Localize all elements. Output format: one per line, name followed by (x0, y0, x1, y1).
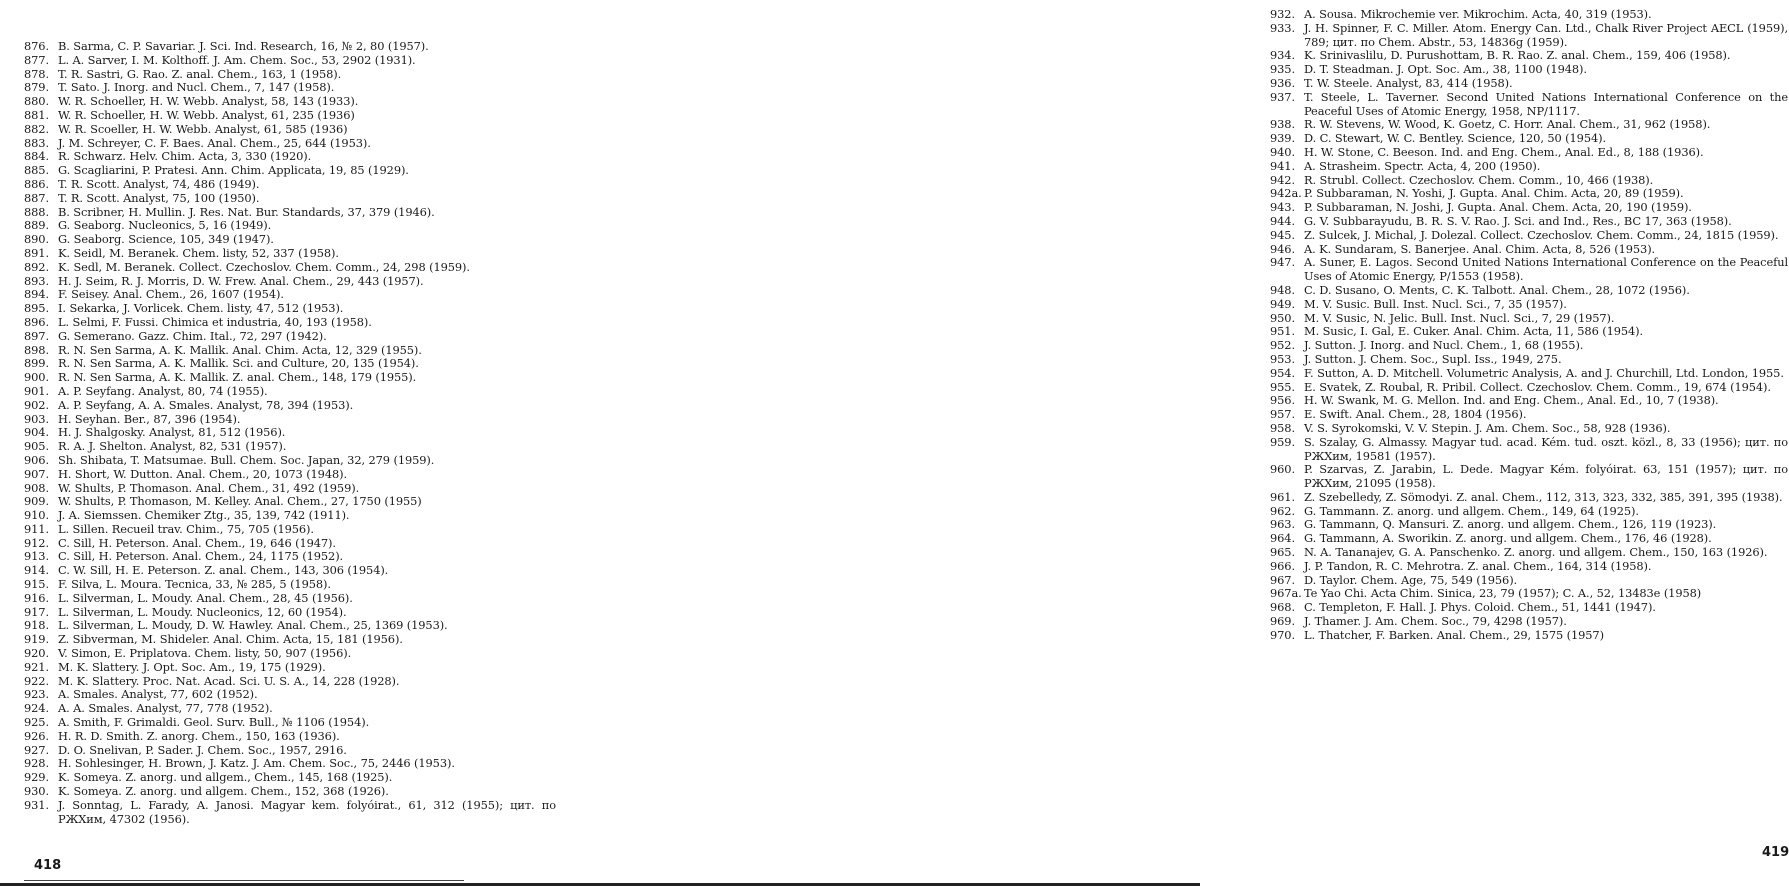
reference-number: 901. (24, 383, 49, 398)
reference-entry (24, 275, 556, 289)
reference-number: 908. (24, 480, 49, 495)
footer-rule-left (24, 880, 464, 881)
reference-number: 939. (1270, 131, 1295, 146)
reference-number: 967a. (1270, 586, 1302, 601)
reference-entry (24, 123, 556, 137)
reference-citation: D. C. Stewart, W. C. Bentley. Science, 120, 50 (1954). (1304, 131, 1606, 146)
reference-entry (24, 675, 556, 689)
reference-entry (1270, 546, 1788, 560)
reference-entry (24, 537, 556, 551)
reference-number: 918. (24, 618, 49, 633)
reference-entry (24, 302, 556, 316)
reference-citation: J. Sonntag, L. Farady, A. Janosi. Magyar kem. folyóirat., 61, 312 (1955); цит. по РЖХим, 47302 (1956). (58, 797, 556, 826)
reference-number: 889. (24, 218, 49, 233)
reference-number: 955. (1270, 379, 1295, 394)
reference-citation: S. Szalay, G. Almassy. Magyar tud. acad. Kém. tud. oszt. közl., 8, 33 (1956); цит. по РЖХим, 19581 (1957). (1304, 434, 1788, 463)
reference-number: 970. (1270, 627, 1295, 642)
reference-citation: A. K. Sundaram, S. Banerjee. Anal. Chim. Acta, 8, 526 (1953). (1304, 241, 1656, 256)
reference-entry (1270, 560, 1788, 574)
reference-entry (24, 109, 556, 123)
reference-entry (24, 164, 556, 178)
reference-citation: R. N. Sen Sarma, A. K. Mallik. Z. anal. Chem., 148, 179 (1955). (58, 370, 417, 385)
reference-entry (1270, 174, 1788, 188)
reference-number: 879. (24, 80, 49, 95)
reference-citation: R. W. Stevens, W. Wood, K. Goetz, C. Horr. Anal. Chem., 31, 962 (1958). (1304, 117, 1711, 132)
page-number-left: 418 (34, 858, 62, 873)
reference-number: 880. (24, 94, 49, 109)
reference-citation: H. Short, W. Dutton. Anal. Chem., 20, 1073 (1948). (58, 466, 347, 481)
reference-citation: G. Tammann. Z. anorg. und allgem. Chem., 149, 64 (1925). (1304, 503, 1639, 518)
reference-entry (24, 482, 556, 496)
reference-entry (1270, 491, 1788, 505)
reference-number: 961. (1270, 489, 1295, 504)
reference-entry (1270, 367, 1788, 381)
reference-citation: R. N. Sen Sarma, A. K. Mallik. Anal. Chim. Acta, 12, 329 (1955). (58, 342, 422, 357)
reference-citation: L. Silverman, L. Moudy, D. W. Hawley. Anal. Chem., 25, 1369 (1953). (58, 618, 448, 633)
reference-entry (24, 95, 556, 109)
reference-entry (24, 578, 556, 592)
reference-citation: C. Sill, H. Peterson. Anal. Chem., 24, 1175 (1952). (58, 549, 344, 564)
reference-entry (24, 799, 556, 827)
reference-entry (1270, 574, 1788, 588)
reference-citation: M. V. Susic. Bull. Inst. Nucl. Sci., 7, 35 (1957). (1304, 296, 1567, 311)
reference-number: 881. (24, 107, 49, 122)
reference-entry (24, 192, 556, 206)
reference-citation: G. Scagliarini, P. Pratesi. Ann. Chim. Applicata, 19, 85 (1929). (58, 163, 409, 178)
reference-number: 952. (1270, 338, 1295, 353)
reference-number: 888. (24, 204, 49, 219)
reference-entry (1270, 629, 1788, 643)
reference-number: 891. (24, 245, 49, 260)
reference-citation: G. Tammann, Q. Mansuri. Z. anorg. und allgem. Chem., 126, 119 (1923). (1304, 517, 1717, 532)
reference-entry (1270, 436, 1788, 464)
reference-list-left (24, 40, 556, 826)
reference-entry (24, 81, 556, 95)
reference-number: 877. (24, 52, 49, 67)
reference-number: 932. (1270, 7, 1295, 21)
reference-entry (1270, 394, 1788, 408)
reference-entry (24, 413, 556, 427)
reference-number: 922. (24, 673, 49, 688)
reference-citation: R. Schwarz. Helv. Chim. Acta, 3, 330 (1920). (58, 149, 312, 164)
reference-number: 882. (24, 121, 49, 136)
reference-number: 934. (1270, 48, 1295, 63)
reference-citation: A. P. Seyfang. Analyst, 80, 74 (1955). (58, 383, 268, 398)
reference-number: 940. (1270, 144, 1295, 159)
reference-citation: M. V. Susic, N. Jelic. Bull. Inst. Nucl. Sci., 7, 29 (1957). (1304, 310, 1615, 325)
reference-number: 923. (24, 687, 49, 702)
reference-citation: K. Sedl, M. Beranek. Collect. Czechoslov. Chem. Comm., 24, 298 (1959). (58, 259, 470, 274)
reference-entry (24, 661, 556, 675)
reference-list-right (1270, 8, 1788, 643)
reference-number: 878. (24, 66, 49, 81)
reference-citation: B. Scribner, H. Mullin. J. Res. Nat. Bur. Standards, 37, 379 (1946). (58, 204, 435, 219)
reference-number: 887. (24, 190, 49, 205)
reference-entry (1270, 463, 1788, 491)
reference-entry (24, 330, 556, 344)
reference-entry (24, 619, 556, 633)
reference-number: 917. (24, 604, 49, 619)
reference-citation: L. A. Sarver, I. M. Kolthoff. J. Am. Chem. Soc., 53, 2902 (1931). (58, 52, 416, 67)
reference-number: 927. (24, 742, 49, 757)
reference-citation: R. Strubl. Collect. Czechoslov. Chem. Comm., 10, 466 (1938). (1304, 172, 1654, 187)
reference-entry (1270, 118, 1788, 132)
reference-number: 948. (1270, 282, 1295, 297)
reference-entry (1270, 505, 1788, 519)
reference-number: 905. (24, 439, 49, 454)
reference-citation: T. R. Sastri, G. Rao. Z. anal. Chem., 163, 1 (1958). (58, 66, 342, 81)
reference-entry (1270, 77, 1788, 91)
reference-citation: W. Shults, P. Thomason, M. Kelley. Anal. Chem., 27, 1750 (1955) (58, 494, 422, 509)
reference-citation: A. A. Smales. Analyst, 77, 778 (1952). (58, 701, 273, 716)
reference-number: 958. (1270, 420, 1295, 435)
reference-number: 892. (24, 259, 49, 274)
reference-entry (24, 206, 556, 220)
reference-citation: G. V. Subbarayudu, B. R. S. V. Rao. J. Sci. and Ind., Res., BC 17, 363 (1958). (1304, 213, 1732, 228)
reference-entry (1270, 132, 1788, 146)
reference-citation: D. O. Snelivan, P. Sader. J. Chem. Soc., 1957, 2916. (58, 742, 347, 757)
reference-number: 945. (1270, 227, 1295, 242)
reference-citation: W. R. Schoeller, H. W. Webb. Analyst, 58, 143 (1933). (58, 94, 359, 109)
reference-entry (1270, 325, 1788, 339)
reference-citation: F. Seisey. Anal. Chem., 26, 1607 (1954). (58, 287, 284, 302)
right-page (600, 0, 1789, 886)
reference-entry (24, 647, 556, 661)
reference-number: 968. (1270, 600, 1295, 615)
reference-entry (24, 288, 556, 302)
reference-entry (24, 68, 556, 82)
reference-number: 926. (24, 728, 49, 743)
reference-citation: H. R. D. Smith. Z. anorg. Chem., 150, 163 (1936). (58, 728, 340, 743)
reference-citation: B. Sarma, C. P. Savariar. J. Sci. Ind. Research, 16, № 2, 80 (1957). (58, 39, 429, 53)
reference-citation: A. P. Seyfang, A. A. Smales. Analyst, 78, 394 (1953). (58, 397, 354, 412)
reference-citation: W. R. Schoeller, H. W. Webb. Analyst, 61, 235 (1936) (58, 107, 355, 122)
reference-number: 947. (1270, 255, 1295, 270)
reference-entry (1270, 518, 1788, 532)
reference-entry (24, 426, 556, 440)
reference-entry (24, 785, 556, 799)
reference-citation: J. A. Siemssen. Chemiker Ztg., 35, 139, 742 (1911). (58, 508, 350, 523)
reference-number: 899. (24, 356, 49, 371)
reference-number: 909. (24, 494, 49, 509)
reference-entry (1270, 615, 1788, 629)
reference-citation: T. W. Steele. Analyst, 83, 414 (1958). (1304, 75, 1513, 90)
reference-citation: C. D. Susano, O. Ments, C. K. Talbott. Anal. Chem., 28, 1072 (1956). (1304, 282, 1690, 297)
reference-entry (1270, 284, 1788, 298)
reference-number: 944. (1270, 213, 1295, 228)
reference-citation: J. Sutton. J. Inorg. and Nucl. Chem., 1, 68 (1955). (1304, 338, 1584, 353)
reference-entry (24, 564, 556, 578)
reference-number: 916. (24, 590, 49, 605)
reference-citation: C. Sill, H. Peterson. Anal. Chem., 19, 646 (1947). (58, 535, 336, 550)
reference-entry (1270, 229, 1788, 243)
reference-entry (1270, 353, 1788, 367)
reference-number: 920. (24, 646, 49, 661)
reference-citation: T. R. Scott. Analyst, 74, 486 (1949). (58, 176, 260, 191)
reference-number: 953. (1270, 351, 1295, 366)
reference-citation: D. Taylor. Chem. Age, 75, 549 (1956). (1304, 572, 1518, 587)
reference-number: 928. (24, 756, 49, 771)
reference-number: 897. (24, 328, 49, 343)
reference-entry (24, 730, 556, 744)
reference-entry (24, 440, 556, 454)
reference-citation: A. Smales. Analyst, 77, 602 (1952). (58, 687, 258, 702)
reference-entry (1270, 298, 1788, 312)
reference-number: 883. (24, 135, 49, 150)
reference-citation: K. Seidl, M. Beranek. Chem. listy, 52, 337 (1958). (58, 245, 339, 260)
reference-citation: K. Someya. Z. anorg. und allgem. Chem., 152, 368 (1926). (58, 784, 389, 799)
reference-number: 965. (1270, 545, 1295, 560)
reference-citation: H. Seyhan. Ber., 87, 396 (1954). (58, 411, 241, 426)
reference-citation: J. Thamer. J. Am. Chem. Soc., 79, 4298 (1957). (1304, 614, 1567, 629)
reference-number: 954. (1270, 365, 1295, 380)
reference-citation: M. K. Slattery. J. Opt. Soc. Am., 19, 175 (1929). (58, 659, 326, 674)
reference-entry (1270, 8, 1788, 22)
reference-citation: K. Someya. Z. anorg. und allgem., Chem., 145, 168 (1925). (58, 770, 393, 785)
reference-citation: L. Silverman, L. Moudy. Nucleonics, 12, 60 (1954). (58, 604, 347, 619)
reference-number: 937. (1270, 89, 1295, 104)
reference-citation: V. Simon, E. Priplatova. Chem. listy, 50, 907 (1956). (58, 646, 352, 661)
reference-entry (1270, 215, 1788, 229)
reference-entry (1270, 160, 1788, 174)
reference-number: 885. (24, 163, 49, 178)
reference-citation: D. T. Steadman. J. Opt. Soc. Am., 38, 1100 (1948). (1304, 62, 1587, 77)
reference-number: 894. (24, 287, 49, 302)
reference-number: 924. (24, 701, 49, 716)
reference-citation: H. Sohlesinger, H. Brown, J. Katz. J. Am. Chem. Soc., 75, 2446 (1953). (58, 756, 455, 771)
reference-entry (1270, 422, 1788, 436)
reference-entry (24, 261, 556, 275)
reference-number: 919. (24, 632, 49, 647)
reference-number: 925. (24, 715, 49, 730)
reference-citation: P. Subbaraman, N. Joshi, J. Gupta. Anal. Chem. Acta, 20, 190 (1959). (1304, 200, 1692, 215)
reference-number: 890. (24, 232, 49, 247)
reference-entry (24, 495, 556, 509)
reference-number: 912. (24, 535, 49, 550)
reference-number: 904. (24, 425, 49, 440)
reference-number: 911. (24, 521, 49, 536)
reference-number: 963. (1270, 517, 1295, 532)
reference-citation: F. Silva, L. Moura. Tecnica, 33, № 285, 5 (1958). (58, 577, 331, 592)
reference-number: 933. (1270, 20, 1295, 35)
reference-entry (24, 757, 556, 771)
reference-citation: G. Seaborg. Science, 105, 349 (1947). (58, 232, 274, 247)
reference-citation: C. W. Sill, H. E. Peterson. Z. anal. Chem., 143, 306 (1954). (58, 563, 389, 578)
reference-entry (24, 771, 556, 785)
reference-number: 898. (24, 342, 49, 357)
reference-number: 960. (1270, 462, 1295, 477)
reference-citation: K. Srinivaslilu, D. Purushottam, B. R. Rao. Z. anal. Chem., 159, 406 (1958). (1304, 48, 1731, 63)
reference-citation: L. Sillen. Recueil trav. Chim., 75, 705 (1956). (58, 521, 314, 536)
reference-citation: J. P. Tandon, R. C. Mehrotra. Z. anal. Chem., 164, 314 (1958). (1304, 558, 1652, 573)
reference-citation: W. Shults, P. Thomason. Anal. Chem., 31, 492 (1959). (58, 480, 360, 495)
reference-citation: Z. Szebelledy, Z. Sömodyi. Z. anal. Chem., 112, 313, 323, 332, 385, 391, 395 (1938). (1304, 489, 1783, 504)
reference-entry (24, 54, 556, 68)
reference-citation: G. Tammann, A. Sworikin. Z. anorg. und allgem. Chem., 176, 46 (1928). (1304, 531, 1712, 546)
reference-number: 946. (1270, 241, 1295, 256)
reference-number: 931. (24, 797, 49, 812)
reference-citation: P. Subbaraman, N. Yoshi, J. Gupta. Anal. Chim. Acta, 20, 89 (1959). (1304, 186, 1684, 201)
reference-entry (24, 344, 556, 358)
reference-citation: A. Sousa. Mikrochemie ver. Mikrochim. Acta, 40, 319 (1953). (1304, 7, 1652, 21)
reference-number: 886. (24, 176, 49, 191)
reference-entry (24, 523, 556, 537)
reference-number: 962. (1270, 503, 1295, 518)
reference-entry (24, 454, 556, 468)
reference-citation: T. Steele, L. Taverner. Second United Nations International Conference on the Peaceful Uses of Atomic Energy, 1958, NP/1117. (1304, 89, 1788, 118)
reference-entry (1270, 243, 1788, 257)
reference-citation: V. S. Syrokomski, V. V. Stepin. J. Am. Chem. Soc., 58, 928 (1936). (1304, 420, 1671, 435)
reference-entry (24, 633, 556, 647)
reference-number: 913. (24, 549, 49, 564)
reference-number: 951. (1270, 324, 1295, 339)
reference-citation: R. A. J. Shelton. Analyst, 82, 531 (1957). (58, 439, 287, 454)
reference-number: 914. (24, 563, 49, 578)
reference-citation: I. Sekarka, J. Vorlicek. Chem. listy, 47, 512 (1953). (58, 301, 344, 316)
reference-entry (1270, 532, 1788, 546)
reference-number: 929. (24, 770, 49, 785)
reference-citation: L. Thatcher, F. Barken. Anal. Chem., 29, 1575 (1957) (1304, 627, 1604, 642)
reference-entry (24, 550, 556, 564)
reference-entry (1270, 312, 1788, 326)
reference-citation: Z. Sulcek, J. Michal, J. Dolezal. Collect. Czechoslov. Chem. Comm., 24, 1815 (1959). (1304, 227, 1779, 242)
reference-number: 902. (24, 397, 49, 412)
reference-citation: T. R. Scott. Analyst, 75, 100 (1950). (58, 190, 260, 205)
reference-entry (24, 233, 556, 247)
reference-entry (24, 219, 556, 233)
reference-entry (24, 385, 556, 399)
reference-citation: C. Templeton, F. Hall. J. Phys. Coloid. Chem., 51, 1441 (1947). (1304, 600, 1656, 615)
reference-number: 949. (1270, 296, 1295, 311)
reference-entry (1270, 601, 1788, 615)
reference-citation: J. H. Spinner, F. C. Miller. Atom. Energy Can. Ltd., Chalk River Project AECL (1959), 789; цит. по Chem. Abstr., 53, 14836g (1959). (1304, 20, 1788, 49)
reference-entry (24, 468, 556, 482)
reference-citation: H. J. Seim, R. J. Morris, D. W. Frew. Anal. Chem., 29, 443 (1957). (58, 273, 424, 288)
reference-entry (1270, 339, 1788, 353)
reference-entry (1270, 49, 1788, 63)
reference-number: 884. (24, 149, 49, 164)
reference-number: 930. (24, 784, 49, 799)
reference-citation: G. Seaborg. Nucleonics, 5, 16 (1949). (58, 218, 272, 233)
reference-number: 906. (24, 452, 49, 467)
reference-entry (1270, 408, 1788, 422)
reference-number: 941. (1270, 158, 1295, 173)
reference-number: 942a. (1270, 186, 1302, 201)
reference-number: 907. (24, 466, 49, 481)
reference-number: 893. (24, 273, 49, 288)
reference-entry (24, 606, 556, 620)
page-number-right: 419 (1762, 845, 1789, 860)
reference-citation: M. Susic, I. Gal, E. Cuker. Anal. Chim. Acta, 11, 586 (1954). (1304, 324, 1644, 339)
reference-citation: W. R. Scoeller, H. W. Webb. Analyst, 61, 585 (1936) (58, 121, 348, 136)
reference-number: 921. (24, 659, 49, 674)
reference-citation: N. A. Tananajev, G. A. Panschenko. Z. anorg. und allgem. Chem., 150, 163 (1926). (1304, 545, 1768, 560)
reference-citation: J. M. Schreyer, C. F. Baes. Anal. Chem., 25, 644 (1953). (58, 135, 371, 150)
reference-entry (24, 150, 556, 164)
reference-citation: R. N. Sen Sarma, A. K. Mallik. Sci. and Culture, 20, 135 (1954). (58, 356, 419, 371)
reference-entry (24, 592, 556, 606)
reference-citation: A. Suner, E. Lagos. Second United Nations International Conference on the Peaceful Uses of Atomic Energy, P/1553 (1958). (1304, 255, 1788, 284)
reference-number: 959. (1270, 434, 1295, 449)
reference-entry (1270, 63, 1788, 77)
reference-entry (24, 357, 556, 371)
reference-number: 950. (1270, 310, 1295, 325)
reference-citation: E. Swift. Anal. Chem., 28, 1804 (1956). (1304, 407, 1527, 422)
reference-entry (1270, 91, 1788, 119)
reference-citation: Z. Sibverman, M. Shideler. Anal. Chim. Acta, 15, 181 (1956). (58, 632, 403, 647)
reference-entry (24, 716, 556, 730)
reference-entry (24, 247, 556, 261)
reference-citation: J. Sutton. J. Chem. Soc., Supl. Iss., 1949, 275. (1304, 351, 1562, 366)
reference-number: 896. (24, 314, 49, 329)
reference-number: 895. (24, 301, 49, 316)
reference-citation: E. Svatek, Z. Roubal, R. Pribil. Collect. Czechoslov. Chem. Comm., 19, 674 (1954). (1304, 379, 1771, 394)
reference-citation: L. Silverman, L. Moudy. Anal. Chem., 28, 45 (1956). (58, 590, 353, 605)
reference-citation: Te Yao Chi. Acta Chim. Sinica, 23, 79 (1957); C. A., 52, 13483e (1958) (1304, 586, 1702, 601)
reference-citation: H. J. Shalgosky. Analyst, 81, 512 (1956). (58, 425, 286, 440)
reference-citation: H. W. Swank, M. G. Mellon. Ind. and Eng. Chem., Anal. Ed., 10, 7 (1938). (1304, 393, 1719, 408)
reference-entry (1270, 587, 1788, 601)
reference-entry (24, 702, 556, 716)
reference-number: 964. (1270, 531, 1295, 546)
reference-entry (1270, 381, 1788, 395)
reference-number: 966. (1270, 558, 1295, 573)
reference-number: 900. (24, 370, 49, 385)
reference-entry (24, 178, 556, 192)
reference-number: 938. (1270, 117, 1295, 132)
reference-number: 956. (1270, 393, 1295, 408)
reference-entry (1270, 256, 1788, 284)
reference-number: 903. (24, 411, 49, 426)
reference-citation: M. K. Slattery. Proc. Nat. Acad. Sci. U. S. A., 14, 228 (1928). (58, 673, 400, 688)
reference-number: 910. (24, 508, 49, 523)
reference-entry (1270, 187, 1788, 201)
reference-citation: P. Szarvas, Z. Jarabin, L. Dede. Magyar Kém. folyóirat. 63, 151 (1957); цит. по РЖХим, 21095 (1958). (1304, 462, 1788, 491)
reference-number: 876. (24, 39, 49, 53)
left-page (0, 0, 600, 886)
reference-number: 935. (1270, 62, 1295, 77)
reference-entry (24, 744, 556, 758)
reference-number: 957. (1270, 407, 1295, 422)
reference-citation: G. Semerano. Gazz. Chim. Ital., 72, 297 (1942). (58, 328, 327, 343)
reference-entry (24, 399, 556, 413)
reference-citation: A. Strasheim. Spectr. Acta, 4, 200 (1950). (1304, 158, 1541, 173)
reference-entry (24, 688, 556, 702)
reference-number: 942. (1270, 172, 1295, 187)
reference-entry (24, 316, 556, 330)
reference-citation: Sh. Shibata, T. Matsumae. Bull. Chem. Soc. Japan, 32, 279 (1959). (58, 452, 435, 467)
reference-number: 915. (24, 577, 49, 592)
reference-number: 969. (1270, 614, 1295, 629)
reference-entry (24, 137, 556, 151)
reference-entry (24, 371, 556, 385)
reference-entry (24, 509, 556, 523)
reference-number: 967. (1270, 572, 1295, 587)
reference-citation: A. Smith, F. Grimaldi. Geol. Surv. Bull., № 1106 (1954). (58, 715, 370, 730)
reference-entry (1270, 146, 1788, 160)
reference-entry (1270, 201, 1788, 215)
reference-citation: T. Sato. J. Inorg. and Nucl. Chem., 7, 147 (1958). (58, 80, 335, 95)
reference-entry (24, 40, 556, 54)
reference-number: 936. (1270, 75, 1295, 90)
reference-citation: H. W. Stone, C. Beeson. Ind. and Eng. Chem., Anal. Ed., 8, 188 (1936). (1304, 144, 1704, 159)
reference-citation: L. Selmi, F. Fussi. Chimica et industria, 40, 193 (1958). (58, 314, 372, 329)
reference-citation: F. Sutton, A. D. Mitchell. Volumetric Analysis, A. and J. Churchill, Ltd. London, 1955. (1304, 365, 1784, 380)
reference-entry (1270, 22, 1788, 50)
reference-number: 943. (1270, 200, 1295, 215)
